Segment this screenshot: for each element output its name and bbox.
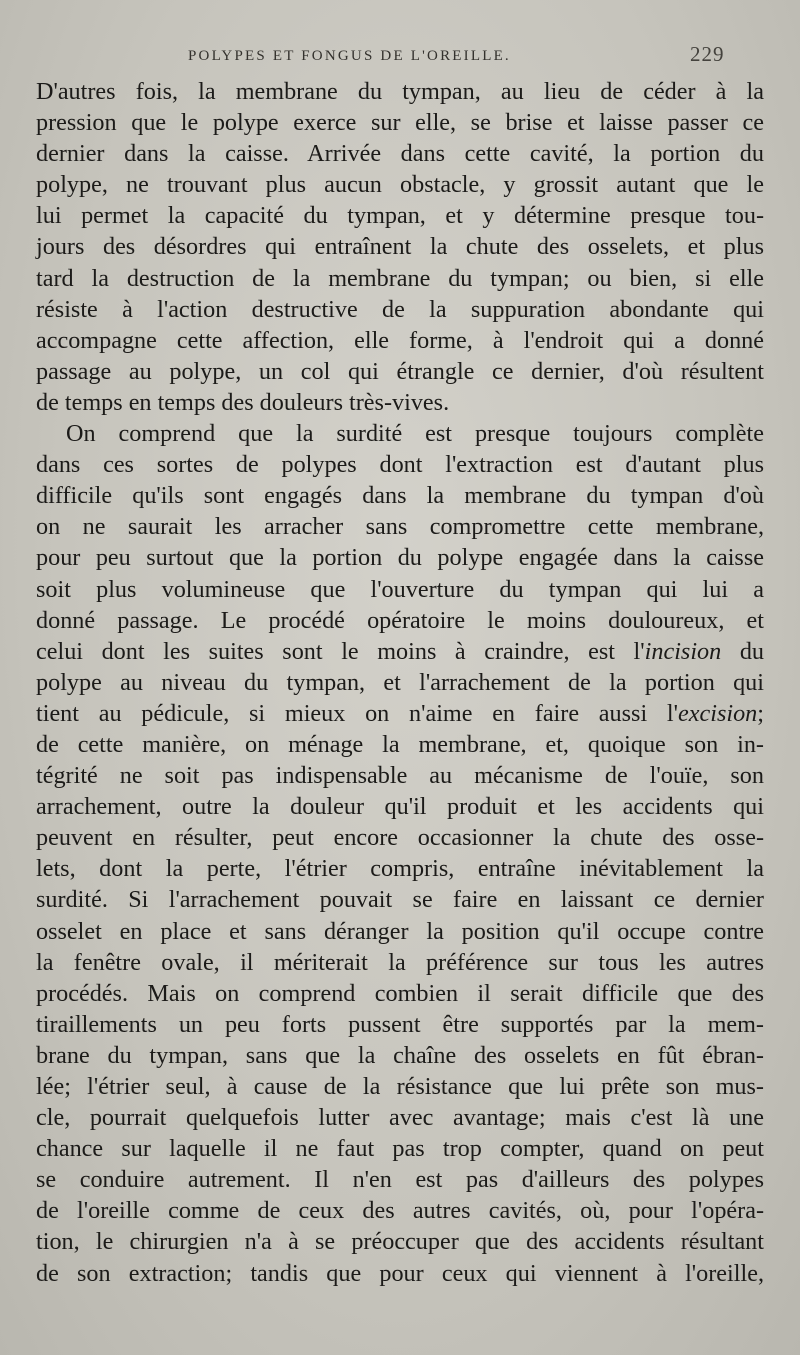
italic-term: incision [644, 637, 722, 665]
text-line: pression que le polype exerce sur elle, se brise et laisse passer ce [36, 109, 764, 137]
text-line: difficile qu'ils sont engagés dans la membrane du tympan d'où [36, 482, 764, 510]
text-line: de l'oreille comme de ceux des autres cavités, où, pour l'opéra- [36, 1197, 764, 1225]
text-line: lets, dont la perte, l'étrier compris, entraîne inévitablement la [36, 855, 764, 883]
text-line: brane du tympan, sans que la chaîne des osselets en fût ébran- [36, 1041, 764, 1069]
text-line: tégrité ne soit pas indispensable au mécanisme de l'ouïe, son [36, 762, 764, 790]
running-title: POLYPES ET FONGUS DE L'OREILLE. [188, 48, 511, 64]
text-line: tard la destruction de la membrane du tympan; ou bien, si elle [36, 264, 764, 292]
text-line: accompagne cette affection, elle forme, à l'endroit qui a donné [36, 326, 764, 354]
text-line: D'autres fois, la membrane du tympan, au lieu de céder à la [36, 78, 764, 105]
text-segment: tient au pédicule, si mieux on n'aime en faire aussi l' [36, 699, 679, 727]
text-line: chance sur laquelle il ne faut pas trop compter, quand on peut [36, 1135, 764, 1163]
text-line: arrachement, outre la douleur qu'il produit et les accidents qui [36, 793, 764, 821]
paragraph-2 [36, 418, 766, 1289]
text-line: la fenêtre ovale, il mériterait la préférence sur tous les autres [36, 948, 764, 976]
text-line: cle, pourrait quelquefois lutter avec avantage; mais c'est là une [36, 1104, 764, 1132]
page-number: 229 [690, 42, 725, 66]
text-line: tion, le chirurgien n'a à se préoccuper que des accidents résultant [36, 1228, 764, 1256]
body-text [36, 76, 766, 1289]
text-line: soit plus volumineuse que l'ouverture du tympan qui lui a [36, 575, 764, 603]
text-line: On comprend que la surdité est presque toujours complète [66, 420, 764, 448]
text-line: lui permet la capacité du tympan, et y détermine presque tou- [36, 202, 764, 230]
text-line: de temps en temps des douleurs très-vives. [36, 388, 450, 416]
text-line: osselet en place et sans déranger la position qu'il occupe contre [36, 917, 764, 945]
text-line: donné passage. Le procédé opératoire le moins douloureux, et [36, 606, 764, 634]
text-line: procédés. Mais on comprend combien il serait difficile que des [36, 979, 764, 1007]
text-line: polype, ne trouvant plus aucun obstacle, y grossit autant que le [36, 171, 764, 199]
text-line: jours des désordres qui entraînent la chute des osselets, et plus [36, 233, 764, 261]
text-segment: celui dont les suites sont le moins à craindre, est l' [36, 637, 645, 665]
text-line: passage au polype, un col qui étrangle ce dernier, d'où résultent [36, 357, 764, 385]
text-line: pour peu surtout que la portion du polype engagée dans la caisse [36, 544, 764, 572]
text-line: résiste à l'action destructive de la suppuration abondante qui [36, 295, 764, 323]
italic-term: excision [678, 699, 758, 727]
text-segment: du [721, 637, 765, 665]
text-line-with-italic [36, 636, 764, 667]
text-line: se conduire autrement. Il n'en est pas d'ailleurs des polypes [36, 1166, 764, 1194]
text-segment: ; [757, 699, 764, 727]
paragraph-1 [36, 76, 766, 418]
text-line: peuvent en résulter, peut encore occasionner la chute des osse- [36, 824, 764, 852]
text-line: polype au niveau du tympan, et l'arrachement de la portion qui [36, 668, 764, 696]
text-line: tiraillements un peu forts pussent être supportés par la mem- [36, 1010, 764, 1038]
text-line: on ne saurait les arracher sans compromettre cette membrane, [36, 513, 764, 541]
text-line: surdité. Si l'arrachement pouvait se faire en laissant ce dernier [36, 886, 764, 914]
text-line: de son extraction; tandis que pour ceux qui viennent à l'oreille, [36, 1259, 764, 1287]
text-line-with-italic [36, 698, 764, 729]
text-line: dernier dans la caisse. Arrivée dans cette cavité, la portion du [36, 140, 764, 168]
text-line: lée; l'étrier seul, à cause de la résistance que lui prête son mus- [36, 1073, 764, 1100]
text-line: de cette manière, on ménage la membrane, et, quoique son in- [36, 730, 764, 758]
running-head [0, 40, 800, 80]
text-line: dans ces sortes de polypes dont l'extraction est d'autant plus [36, 451, 764, 479]
